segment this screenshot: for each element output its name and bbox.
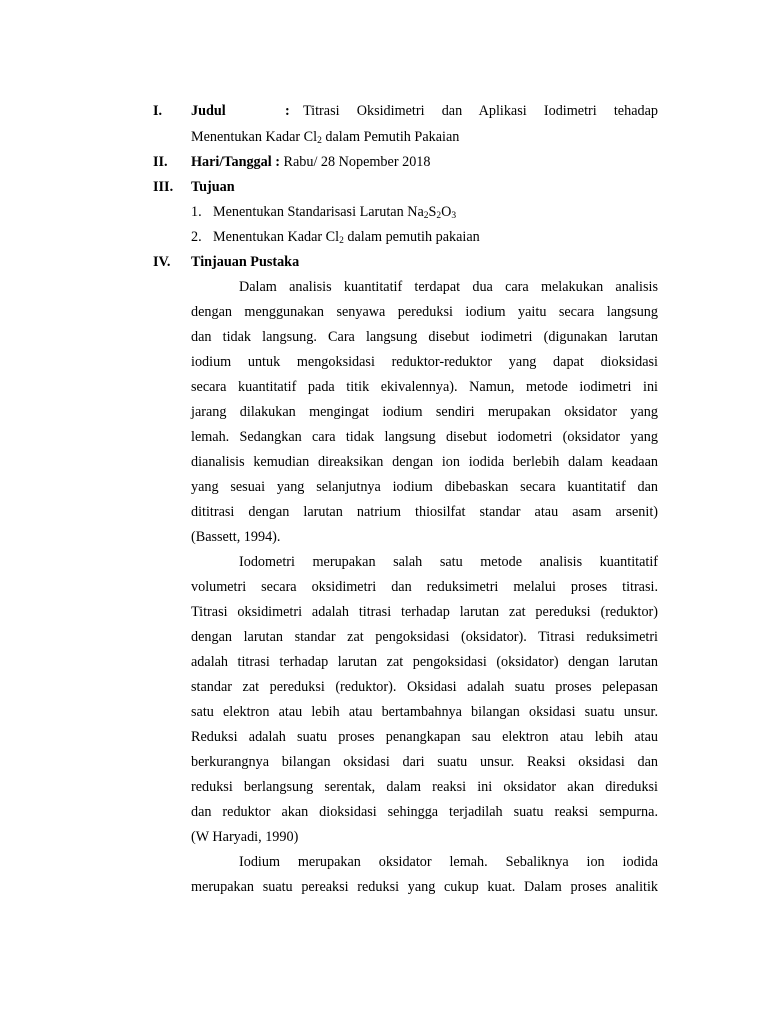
- tinjauan-pustaka-label: Tinjauan Pustaka: [191, 254, 300, 270]
- paragraph-line: volumetri secara oksidimetri dan reduksimetri melalui proses titrasi.: [191, 579, 658, 595]
- tujuan-item-2-content: [191, 227, 658, 247]
- judul-label: Judul: [191, 103, 226, 119]
- list-text: S: [428, 204, 437, 220]
- paragraph-line: yang sesuai yang selanjutnya iodium dibebaskan secara kuantitatif dan: [191, 479, 658, 495]
- paragraph-line: berkurangnya bilangan oksidasi dari suatu unsur. Reaksi oksidasi dan: [191, 754, 658, 770]
- list-text: O: [441, 204, 452, 220]
- section-number: I.: [153, 103, 163, 119]
- list-text: Menentukan Standarisasi Larutan Na: [213, 204, 424, 220]
- paragraph-line: secara kuantitatif pada titik ekivalennya). Namun, metode iodimetri ini: [191, 379, 658, 395]
- body-line: [0, 427, 768, 447]
- body-line: [0, 677, 768, 697]
- list-number: 1.: [191, 204, 202, 220]
- paragraph-line: (Bassett, 1994).: [191, 529, 281, 545]
- judul-title-text: Menentukan Kadar Cl: [191, 129, 318, 145]
- judul-title-line-2: [191, 127, 658, 147]
- paragraph-line: reduksi berlangsung serentak, dalam reaksi ini oksidator akan direduksi: [191, 779, 658, 795]
- subscript: 2: [339, 236, 344, 246]
- body-line: [0, 377, 768, 397]
- hari-tanggal-value: Rabu/ 28 Nopember 2018: [279, 154, 431, 170]
- paragraph-line: satu elektron atau lebih atau bertambahnya bilangan oksidasi suatu unsur.: [191, 704, 658, 720]
- section-hari-tanggal: [0, 152, 768, 172]
- body-line: [0, 652, 768, 672]
- body-line: [0, 302, 768, 322]
- paragraph-line: merupakan suatu pereaksi reduksi yang cukup kuat. Dalam proses analitik: [191, 879, 658, 895]
- paragraph-line: dianalisis kemudian direaksikan dengan ion iodida berlebih dalam keadaan: [191, 454, 658, 470]
- paragraph-line: adalah titrasi terhadap larutan zat pengoksidasi (oksidator) dengan larutan: [191, 654, 658, 670]
- tujuan-item-1-content: [191, 202, 658, 222]
- section-number: III.: [153, 179, 174, 195]
- body-line: [0, 852, 768, 872]
- judul-colon: :: [285, 103, 290, 119]
- body-line: [0, 702, 768, 722]
- list-text: Menentukan Kadar Cl: [213, 229, 340, 245]
- judul-title-text: dalam Pemutih Pakaian: [321, 129, 460, 145]
- body-line: [0, 477, 768, 497]
- body-line: [0, 827, 768, 847]
- paragraph-line: Iodometri merupakan salah satu metode analisis kuantitatif: [239, 554, 658, 570]
- section-number: II.: [153, 154, 168, 170]
- body-line: [0, 877, 768, 897]
- judul-title-line-1: Titrasi Oksidimetri dan Aplikasi Iodimetri tehadap: [303, 103, 658, 119]
- paragraph-line: dengan menggunakan senyawa pereduksi iodium yaitu secara langsung: [191, 304, 658, 320]
- body-line: [0, 727, 768, 747]
- subscript: 2: [317, 136, 322, 146]
- list-text: dalam pemutih pakaian: [343, 229, 480, 245]
- paragraph-line: standar zat pereduksi (reduktor). Oksidasi adalah suatu proses pelepasan: [191, 679, 658, 695]
- paragraph-line: Iodium merupakan oksidator lemah. Sebaliknya ion iodida: [239, 854, 658, 870]
- body-line: [0, 277, 768, 297]
- paragraph-line: jarang dilakukan mengingat iodium sendiri merupakan oksidator yang: [191, 404, 658, 420]
- subscript: 2: [423, 211, 429, 221]
- paragraph-line: dan tidak langsung. Cara langsung disebut iodimetri (digunakan larutan: [191, 329, 658, 345]
- body-line: [0, 502, 768, 522]
- paragraph-line: dititrasi dengan larutan natrium thiosilfat standar atau asam arsenit): [191, 504, 658, 520]
- section-tinjauan-pustaka: [0, 252, 768, 272]
- section-judul: [0, 101, 768, 121]
- paragraph-line: dan reduktor akan dioksidasi sehingga terjadilah suatu reaksi sempurna.: [191, 804, 658, 820]
- body-line: [0, 777, 768, 797]
- judul-line-1: [191, 101, 658, 121]
- section-number: IV.: [153, 254, 171, 270]
- body-line: [0, 627, 768, 647]
- body-line: [0, 402, 768, 422]
- list-number: 2.: [191, 229, 202, 245]
- hari-tanggal-line: [191, 152, 658, 172]
- body-line: [0, 552, 768, 572]
- tujuan-item-2: [0, 227, 768, 247]
- paragraph-line: (W Haryadi, 1990): [191, 829, 299, 845]
- body-line: [0, 752, 768, 772]
- body-line: [0, 602, 768, 622]
- tujuan-item-1: [0, 202, 768, 222]
- judul-line-2: [0, 127, 768, 147]
- paragraph-line: dengan larutan standar zat pengoksidasi (oksidator). Titrasi reduksimetri: [191, 629, 658, 645]
- body-line: [0, 802, 768, 822]
- paragraph-line: Titrasi oksidimetri adalah titrasi terhadap larutan zat pereduksi (reduktor): [191, 604, 658, 620]
- paragraph-line: Reduksi adalah suatu proses penangkapan sau elektron atau lebih atau: [191, 729, 658, 745]
- body-line: [0, 577, 768, 597]
- tujuan-label: Tujuan: [191, 179, 235, 195]
- hari-tanggal-label: Hari/Tanggal :: [191, 154, 280, 170]
- body-line: [0, 352, 768, 372]
- subscript: 3: [451, 211, 457, 221]
- body-line: [0, 527, 768, 547]
- body-line: [0, 452, 768, 472]
- subscript: 2: [436, 211, 442, 221]
- body-line: [0, 327, 768, 347]
- paragraph-line: iodium untuk mengoksidasi reduktor-reduktor yang dapat dioksidasi: [191, 354, 658, 370]
- paragraph-line: lemah. Sedangkan cara tidak langsung disebut iodometri (oksidator yang: [191, 429, 658, 445]
- paragraph-line: Dalam analisis kuantitatif terdapat dua cara melakukan analisis: [239, 279, 658, 295]
- section-tujuan: [0, 177, 768, 197]
